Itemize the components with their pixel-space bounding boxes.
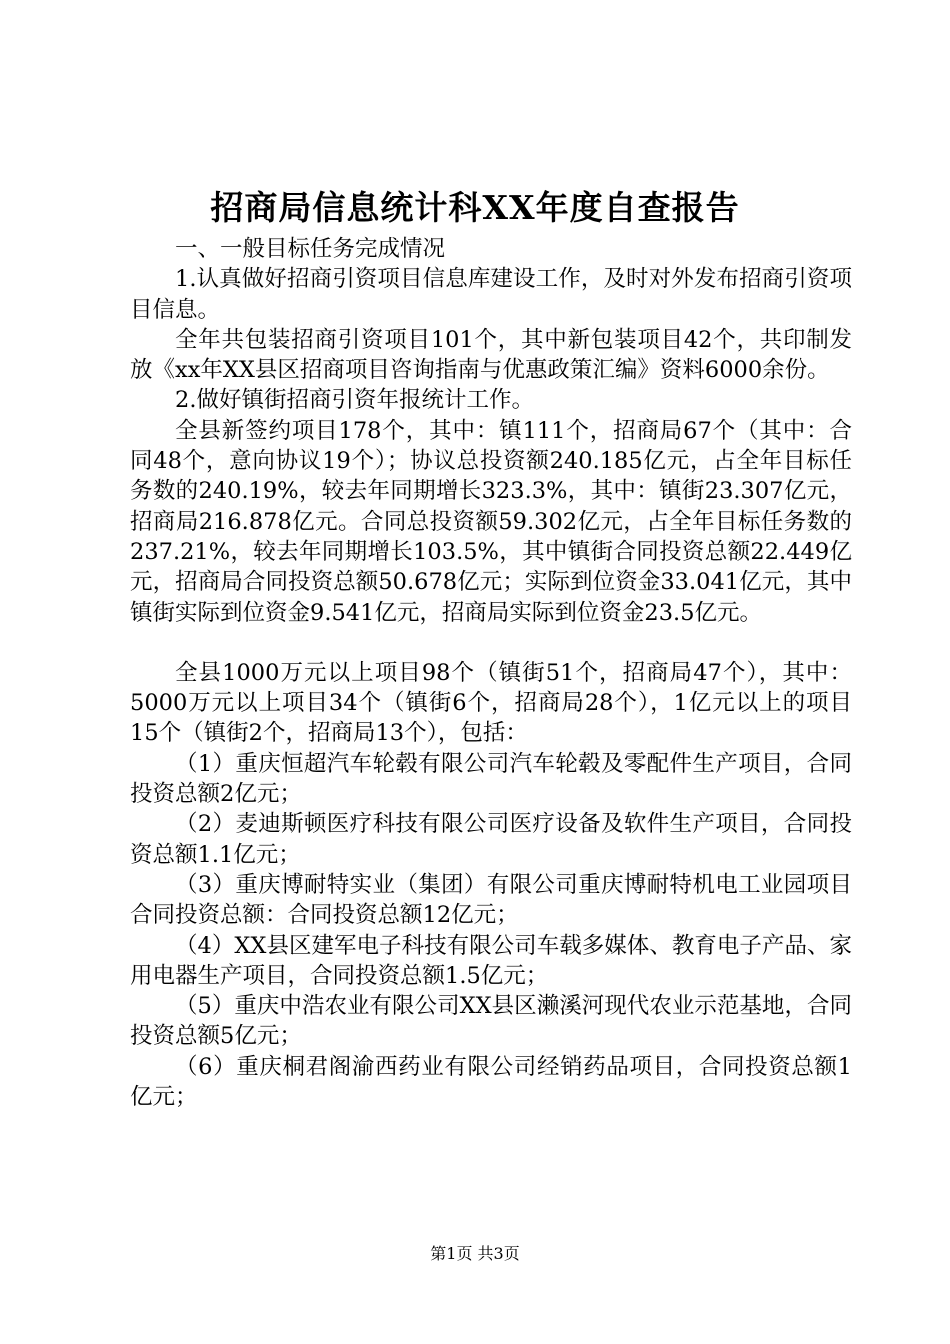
document-body: [130, 234, 852, 1112]
paragraph-spacer: [130, 628, 852, 658]
paragraph: 2.做好镇街招商引资年报统计工作。: [175, 387, 534, 414]
section-heading: 一、一般目标任务完成情况: [175, 236, 446, 262]
paragraph: 全年共包装招商引资项目101个，其中新包装项目42个，共印制发放《xx年XX县区招商项目咨询指南与优惠政策汇编》资料6000余份。: [130, 326, 852, 384]
paragraph: 1.认真做好招商引资项目信息库建设工作，及时对外发布招商引资项目信息。: [130, 266, 852, 323]
list-item: （2）麦迪斯顿医疗科技有限公司医疗设备及软件生产项目，合同投资总额1.1亿元；: [130, 811, 852, 868]
list-item: （1）重庆恒超汽车轮毂有限公司汽车轮毂及零配件生产项目，合同投资总额2亿元；: [130, 750, 852, 808]
list-item: （5）重庆中浩农业有限公司XX县区濑溪河现代农业示范基地，合同投资总额5亿元；: [130, 993, 852, 1050]
paragraph: 全县1000万元以上项目98个（镇街51个，招商局47个），其中：5000万元以上项目34个（镇街6个，招商局28个），1亿元以上的项目15个（镇街2个，招商局13个），包括：: [130, 659, 852, 747]
paragraph: 全县新签约项目178个，其中：镇111个，招商局67个（其中：合同48个，意向协议19个）；协议总投资额240.185亿元，占全年目标任务数的240.19%，较去年同期增长323.3%，其中：镇街23.307亿元，招商局216.878亿元。合同总投资额59.302亿元，占全年目标任务数的237.21%，较去年同期增长103.5%，其中镇街合同投资总额22.449亿元，招商局合同投资总额50.678亿元；实际到位资金33.041亿元，其中镇街实际到位资金9.541亿元，招商局实际到位资金23.5亿元。: [130, 417, 852, 626]
document-title: 招商局信息统计科XX年度自查报告: [210, 188, 740, 227]
list-item: （6）重庆桐君阁渝西药业有限公司经销药品项目，合同投资总额1亿元；: [130, 1053, 852, 1111]
list-item: （3）重庆博耐特实业（集团）有限公司重庆博耐特机电工业园项目合同投资总额：合同投资总额12亿元；: [130, 871, 852, 929]
page-footer: 第1页 共3页: [430, 1244, 520, 1263]
list-item: （4）XX县区建军电子科技有限公司车载多媒体、教育电子产品、家用电器生产项目，合同投资总额1.5亿元；: [130, 932, 852, 989]
